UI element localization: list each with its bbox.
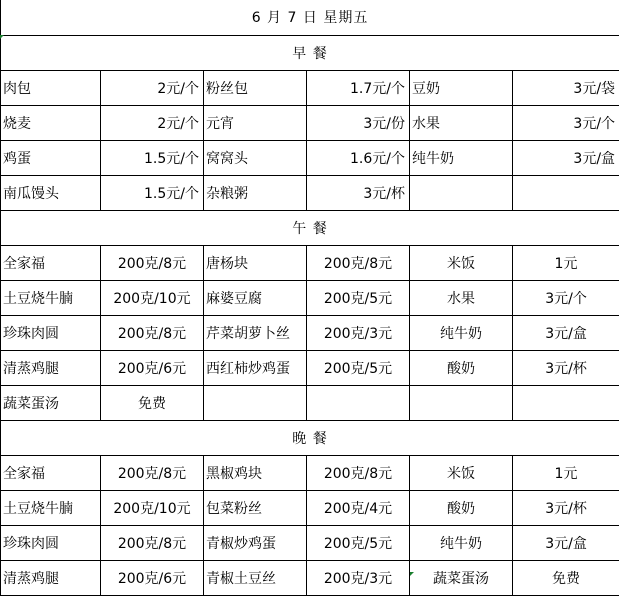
dinner-dish-price-cell[interactable]: 免费 [513, 560, 619, 595]
table-row [1, 175, 619, 210]
lunch-dish-price-cell[interactable]: 200克/8元 [307, 245, 410, 280]
table-row [1, 455, 619, 490]
lunch-dish-price-cell[interactable]: 200克/10元 [101, 280, 204, 315]
breakfast-dish-price-cell[interactable]: 2元/个 [101, 70, 204, 105]
breakfast-dish-price-cell[interactable]: 2元/个 [101, 105, 204, 140]
lunch-dish-name-cell[interactable]: 蔬菜蛋汤 [1, 385, 101, 420]
dinner-dish-price-cell[interactable]: 200克/6元 [101, 560, 204, 595]
lunch-dish-name-cell[interactable]: 清蒸鸡腿 [1, 350, 101, 385]
breakfast-section-title[interactable]: 早 餐 [1, 35, 619, 70]
lunch-dish-price-cell[interactable]: 200克/3元 [307, 315, 410, 350]
lunch-dish-price-cell[interactable]: 3元/杯 [513, 350, 619, 385]
breakfast-dish-name-cell[interactable]: 窝窝头 [204, 140, 307, 175]
lunch-dish-price-cell[interactable]: 200克/6元 [101, 350, 204, 385]
breakfast-dish-name-cell[interactable]: 杂粮粥 [204, 175, 307, 210]
breakfast-dish-price-cell[interactable]: 1.7元/个 [307, 70, 410, 105]
lunch-dish-price-cell[interactable] [513, 385, 619, 420]
dinner-dish-name-cell[interactable]: 青椒炒鸡蛋 [204, 525, 307, 560]
table-row [1, 560, 619, 595]
dinner-dish-name-cell[interactable]: 全家福 [1, 455, 101, 490]
breakfast-dish-name-cell[interactable]: 烧麦 [1, 105, 101, 140]
breakfast-header-row [1, 35, 619, 70]
lunch-header-row [1, 210, 619, 245]
dinner-dish-price-cell[interactable]: 3元/盒 [513, 525, 619, 560]
lunch-dish-price-cell[interactable]: 200克/5元 [307, 350, 410, 385]
breakfast-dish-name-cell[interactable]: 纯牛奶 [410, 140, 513, 175]
lunch-dish-name-cell[interactable]: 水果 [410, 280, 513, 315]
lunch-dish-name-cell[interactable]: 芹菜胡萝卜丝 [204, 315, 307, 350]
breakfast-dish-price-cell[interactable] [513, 175, 619, 210]
lunch-dish-name-cell[interactable]: 麻婆豆腐 [204, 280, 307, 315]
comment-marker-icon [0, 35, 4, 39]
date-header[interactable]: 6 月 7 日 星期五 [1, 0, 619, 35]
dinner-dish-name-cell[interactable]: 土豆烧牛腩 [1, 490, 101, 525]
lunch-dish-name-cell[interactable]: 唐杨块 [204, 245, 307, 280]
dinner-dish-price-cell[interactable]: 3元/杯 [513, 490, 619, 525]
lunch-dish-name-cell[interactable]: 米饭 [410, 245, 513, 280]
table-row [1, 350, 619, 385]
table-row [1, 490, 619, 525]
lunch-dish-name-cell[interactable]: 土豆烧牛腩 [1, 280, 101, 315]
breakfast-dish-price-cell[interactable]: 1.6元/个 [307, 140, 410, 175]
dinner-dish-price-cell[interactable]: 200克/4元 [307, 490, 410, 525]
dinner-dish-price-cell[interactable]: 200克/10元 [101, 490, 204, 525]
table-row [1, 385, 619, 420]
breakfast-dish-name-cell[interactable]: 元宵 [204, 105, 307, 140]
lunch-section-title[interactable]: 午 餐 [1, 210, 619, 245]
dinner-dish-price-cell[interactable]: 200克/8元 [307, 455, 410, 490]
dinner-dish-name-cell[interactable]: 纯牛奶 [410, 525, 513, 560]
breakfast-dish-name-cell[interactable]: 南瓜馒头 [1, 175, 101, 210]
lunch-dish-name-cell[interactable]: 全家福 [1, 245, 101, 280]
breakfast-dish-name-cell[interactable]: 肉包 [1, 70, 101, 105]
date-row [1, 0, 619, 35]
lunch-dish-price-cell[interactable] [307, 385, 410, 420]
breakfast-dish-price-cell[interactable]: 3元/袋 [513, 70, 619, 105]
dinner-dish-name-cell[interactable]: 珍珠肉圆 [1, 525, 101, 560]
dinner-dish-price-cell[interactable]: 1元 [513, 455, 619, 490]
comment-marker-icon [410, 572, 414, 576]
table-row [1, 280, 619, 315]
table-row [1, 105, 619, 140]
lunch-dish-price-cell[interactable]: 3元/盒 [513, 315, 619, 350]
dinner-dish-name-cell[interactable]: 青椒土豆丝 [204, 560, 307, 595]
dinner-dish-name-cell[interactable]: 蔬菜蛋汤 [410, 560, 513, 595]
dinner-dish-name-cell[interactable]: 包菜粉丝 [204, 490, 307, 525]
lunch-dish-name-cell[interactable]: 酸奶 [410, 350, 513, 385]
table-row [1, 315, 619, 350]
lunch-dish-name-cell[interactable] [410, 385, 513, 420]
dinner-dish-price-cell[interactable]: 200克/3元 [307, 560, 410, 595]
lunch-dish-price-cell[interactable]: 3元/个 [513, 280, 619, 315]
breakfast-dish-name-cell[interactable]: 水果 [410, 105, 513, 140]
table-row [1, 525, 619, 560]
breakfast-dish-price-cell[interactable]: 1.5元/个 [101, 140, 204, 175]
menu-sheet-body [1, 0, 619, 595]
dinner-dish-name-cell[interactable]: 黑椒鸡块 [204, 455, 307, 490]
table-row [1, 245, 619, 280]
breakfast-dish-name-cell[interactable] [410, 175, 513, 210]
breakfast-dish-name-cell[interactable]: 豆奶 [410, 70, 513, 105]
table-row [1, 140, 619, 175]
breakfast-dish-price-cell[interactable]: 3元/个 [513, 105, 619, 140]
lunch-dish-name-cell[interactable] [204, 385, 307, 420]
breakfast-dish-price-cell[interactable]: 3元/杯 [307, 175, 410, 210]
breakfast-dish-price-cell[interactable]: 3元/份 [307, 105, 410, 140]
dinner-dish-name-cell[interactable]: 清蒸鸡腿 [1, 560, 101, 595]
dinner-dish-name-cell[interactable]: 米饭 [410, 455, 513, 490]
lunch-dish-name-cell[interactable]: 纯牛奶 [410, 315, 513, 350]
table-row [1, 70, 619, 105]
dinner-section-title[interactable]: 晚 餐 [1, 420, 619, 455]
lunch-dish-price-cell[interactable]: 1元 [513, 245, 619, 280]
dinner-dish-price-cell[interactable]: 200克/8元 [101, 525, 204, 560]
breakfast-dish-price-cell[interactable]: 1.5元/个 [101, 175, 204, 210]
dinner-dish-price-cell[interactable]: 200克/5元 [307, 525, 410, 560]
dinner-header-row [1, 420, 619, 455]
lunch-dish-name-cell[interactable]: 珍珠肉圆 [1, 315, 101, 350]
lunch-dish-name-cell[interactable]: 西红柿炒鸡蛋 [204, 350, 307, 385]
lunch-dish-price-cell[interactable]: 200克/5元 [307, 280, 410, 315]
dinner-dish-price-cell[interactable]: 200克/8元 [101, 455, 204, 490]
breakfast-dish-name-cell[interactable]: 鸡蛋 [1, 140, 101, 175]
breakfast-dish-price-cell[interactable]: 3元/盒 [513, 140, 619, 175]
lunch-dish-price-cell[interactable]: 200克/8元 [101, 245, 204, 280]
lunch-dish-price-cell[interactable]: 200克/8元 [101, 315, 204, 350]
lunch-dish-price-cell[interactable]: 免费 [101, 385, 204, 420]
dinner-dish-name-cell[interactable]: 酸奶 [410, 490, 513, 525]
breakfast-dish-name-cell[interactable]: 粉丝包 [204, 70, 307, 105]
